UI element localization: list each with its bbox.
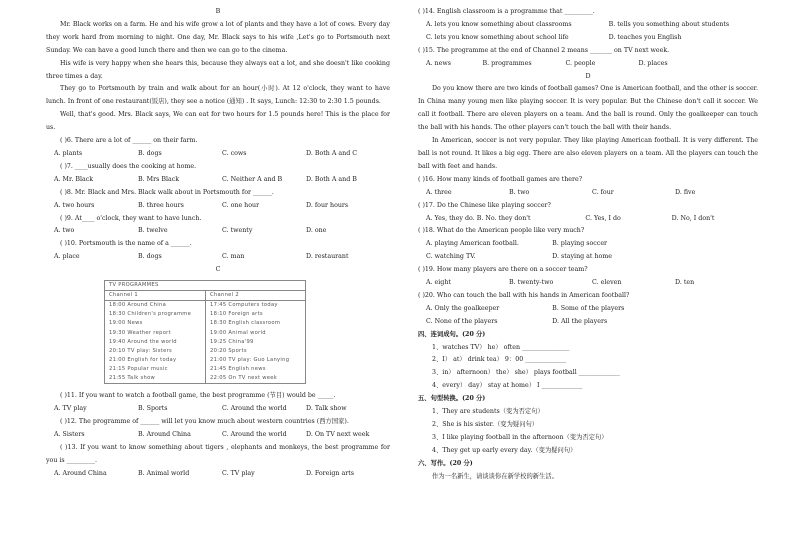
question-17-options [418, 213, 758, 226]
option-d[interactable]: D. one [306, 227, 327, 235]
schedule-row: 18:00 Around China [109, 302, 167, 309]
passage-b-paragraph-3: They go to Portsmouth by train and walk about for an hour(小时). At 12 o'clock, they want to have lunch. In front of one restaurant(饭店), they see a notice (通知) . It says, Lunch: 12:30 to 2:30 1.5 pounds. [46, 85, 390, 106]
question-10 [46, 238, 390, 264]
option-c[interactable]: C. Around the world [222, 430, 287, 438]
section-5-item: 3、I like playing football in the afternoon（变为否定句） [432, 433, 608, 441]
question-16-options [418, 187, 758, 200]
option-d[interactable]: D. five [675, 188, 696, 196]
question-14-options-row-2 [418, 32, 758, 45]
question-12 [46, 416, 390, 442]
channel-1-schedule [105, 301, 205, 383]
section-4-title: 四、连词成句。(20 分) [418, 330, 486, 338]
section-4-item: 4、every） day） stay at home） I _____________ [432, 382, 583, 390]
option-a[interactable]: A. Sisters [54, 430, 85, 438]
schedule-row: 19:00 News [109, 320, 143, 327]
option-a[interactable]: A. Around China [54, 469, 107, 477]
question-11-stem: ( )11. If you want to watch a football game, the best programme (节目) would be _____. [60, 392, 336, 400]
option-a[interactable]: A. Only the goalkeeper [426, 304, 500, 312]
question-10-stem: ( )10. Portsmouth is the name of a ______. [60, 240, 192, 248]
option-a[interactable]: A. lets you know something about classrooms [426, 20, 572, 28]
question-6-stem: ( )6. There are a lot of ______ on their farm. [60, 137, 198, 145]
question-20-options-row-1 [418, 303, 758, 316]
question-9 [46, 213, 390, 239]
question-12-options [46, 429, 390, 442]
question-17-stem: ( )17. Do the Chinese like playing soccer? [418, 201, 551, 209]
question-10-options [46, 251, 390, 264]
question-7-options [46, 174, 390, 187]
option-c[interactable]: C. people [565, 59, 596, 67]
option-b[interactable]: B. Some of the players [552, 304, 625, 312]
passage-d-paragraph-2: In American, soccer is not very popular. They like playing American football. It is very different. The ball is not round. It likes a big egg. There are also eleven players on a team. All the players can touch the ball with feet and hands. [418, 137, 758, 170]
question-8-stem: ( )8. Mr. Black and Mrs. Black walk about in Portsmouth for ______. [60, 188, 274, 196]
option-b[interactable]: B. dogs [138, 149, 162, 157]
option-d[interactable]: D. restaurant [306, 253, 349, 261]
section-6-title: 六、写作。(20 分) [418, 459, 473, 467]
question-11 [46, 390, 390, 416]
section-4-item: 3、in） afternoon） the） she） plays football _____________ [432, 369, 620, 377]
section-5-item: 4、They get up early every day.（变为疑问句） [432, 446, 577, 454]
schedule-row: 19:30 Weather report [109, 329, 171, 336]
question-15-stem: ( )15. The programme at the end of Channel 2 means _______ on TV next week. [418, 46, 670, 54]
option-b[interactable]: B. twelve [138, 227, 168, 235]
option-b[interactable]: B. tells you something about students [608, 20, 730, 28]
question-15 [418, 45, 758, 71]
question-6-options [46, 148, 390, 161]
option-c[interactable]: C. lets you know something about school life [426, 33, 569, 41]
question-8-options [46, 200, 390, 213]
question-14-stem: ( )14. English classroom is a programme that _________. [418, 8, 595, 15]
option-d[interactable]: D. Both A and C [306, 149, 358, 157]
question-18 [418, 225, 758, 264]
schedule-row: 20:10 TV play: Sisters [109, 347, 173, 354]
option-a[interactable]: A. TV play [54, 404, 87, 412]
option-c[interactable]: C. None of the players [426, 317, 498, 325]
passage-b-paragraph-4: Well, that's good. Mrs. Black says, We can eat for two hours for 1.5 pounds here! This is the place for us. [46, 111, 390, 132]
question-7-stem: ( )7. ____usually does the cooking at home. [60, 162, 197, 170]
question-12-stem: ( )12. The programme of ______ will let you know much about western countries (西方国家). [60, 417, 349, 425]
question-8 [46, 187, 390, 213]
schedule-row: 20:20 Sports [210, 347, 247, 354]
question-20-options-row-2 [418, 316, 758, 329]
question-9-stem: ( )9. At____ o'clock, they want to have lunch. [60, 214, 202, 222]
schedule-row: 21:55 Talk show [109, 374, 156, 381]
question-13-options [46, 468, 390, 481]
option-a[interactable]: A. two hours [54, 201, 95, 209]
option-d[interactable]: D. Foreign arts [306, 469, 355, 477]
tv-table-title: TV PROGRAMMES [105, 281, 305, 291]
option-c[interactable]: C. Yes, I do [585, 214, 621, 222]
schedule-row: 18:30 Children's programme [109, 311, 192, 318]
option-c[interactable]: C. man [222, 253, 245, 261]
question-18-options-row-1 [418, 238, 758, 251]
question-11-options [46, 403, 390, 416]
question-7 [46, 161, 390, 187]
section-5-title: 五、句型转换。(20 分) [418, 395, 486, 403]
passage-b-paragraph-1: Mr. Black works on a farm. He and his wife grow a lot of plants and they have a lot of cows. Every day they work hard from morning to night. One day, Mr. Black says to his wife ,Let's go to Portsmouth next Sunday. We can have a good lunch there and then we can go to the cinema. [46, 20, 390, 54]
channel-1-header: Channel 1 [109, 292, 138, 299]
option-a[interactable]: A. place [54, 253, 80, 261]
tv-channel-header-row [105, 291, 305, 301]
passage-b-paragraph-2: His wife is very happy when she hears this, because they always eat a lot, and she doesn't like cooking three times a day. [46, 59, 390, 80]
option-b[interactable]: B. playing soccer [552, 240, 608, 248]
question-14 [418, 6, 758, 45]
option-d[interactable]: D. Both A and B [306, 175, 357, 183]
option-c[interactable]: C. watching TV. [426, 253, 476, 261]
section-b-heading: B [215, 8, 221, 15]
schedule-row: 19:25 China'99 [210, 338, 254, 345]
tv-programmes-table [104, 280, 306, 384]
schedule-row: 21:00 English for today [109, 356, 177, 363]
schedule-row: 21:00 TV play: Guo Lanying [210, 356, 290, 363]
option-d[interactable]: D. Talk show [306, 404, 347, 412]
question-20 [418, 290, 758, 329]
option-d[interactable]: D. teaches you English [608, 33, 682, 41]
option-a[interactable]: A. eight [426, 279, 451, 287]
option-d[interactable]: D. No, I don't [671, 214, 715, 222]
question-19 [418, 264, 758, 290]
option-c[interactable]: C. twenty [222, 227, 253, 235]
question-19-options [418, 277, 758, 290]
tv-schedule [105, 301, 305, 383]
option-d[interactable]: D. staying at home [552, 253, 612, 261]
option-d[interactable]: D. All the players [552, 317, 608, 325]
right-column [418, 6, 758, 484]
question-13 [46, 442, 390, 481]
option-c[interactable]: C. one hour [222, 201, 260, 209]
schedule-row: 19:40 Around the world [109, 338, 177, 345]
option-c[interactable]: C. four [592, 188, 614, 196]
schedule-row: 21:45 English news [210, 365, 266, 372]
option-b[interactable]: B. Animal world [138, 469, 190, 477]
question-17 [418, 200, 758, 226]
section-6-prompt: 作为一名新生，请谈谈你在新学校的新生活。 [432, 472, 558, 480]
question-18-stem: ( )18. What do the American people like very much? [418, 227, 585, 235]
option-b[interactable]: B. twenty-two [509, 279, 554, 287]
option-d[interactable]: D. four hours [306, 201, 349, 209]
question-9-options [46, 225, 390, 238]
option-b[interactable]: B. Around China [138, 430, 191, 438]
option-c[interactable]: C. cows [222, 149, 247, 157]
question-13-stem: ( )13. If you want to know something about tigers , elephants and monkeys, the best programme for you is _________. [46, 443, 390, 464]
passage-d-paragraph-1: Do you know there are two kinds of football games? One is American football, and the other is soccer. In China many young men like playing soccer. It is very popular. But the Chinese don't call it soccer. We call it football. There are eleven players on a team. And the ball is round. Only the goalkeeper can touch the ball with his hands. The other players can't touch the ball with their hands. [418, 85, 758, 132]
option-b[interactable]: B. dogs [138, 253, 162, 261]
section-4-item: 1、watches TV） he） often _______________ [432, 343, 570, 351]
channel-2-schedule [205, 301, 305, 383]
question-16-stem: ( )16. How many kinds of football games are there? [418, 175, 583, 183]
option-d[interactable]: D. On TV next week [306, 430, 370, 438]
section-d-heading: D [585, 72, 591, 80]
schedule-row: 21:15 Popular music [109, 365, 168, 372]
option-a-b[interactable]: A. Yes, they do. B. No. they don't [426, 214, 531, 222]
schedule-row: 22:05 On TV next week [210, 374, 278, 381]
channel-2-header: Channel 2 [205, 291, 305, 300]
option-b[interactable]: B. Sports [138, 404, 168, 412]
schedule-row: 18:30 English classroom [210, 320, 281, 327]
schedule-row: 18:10 Foreign arts [210, 311, 263, 318]
option-b[interactable]: B. Mrs Black [138, 175, 180, 183]
option-a[interactable]: A. plants [54, 149, 83, 157]
schedule-row: 17:45 Computers today [210, 302, 278, 309]
option-c[interactable]: C. Neither A and B [222, 175, 283, 183]
option-a[interactable]: A. playing American football. [426, 240, 519, 248]
schedule-row: 19:00 Animal world [210, 329, 266, 336]
option-b[interactable]: B. two [509, 188, 530, 196]
option-a[interactable]: A. news [426, 59, 451, 67]
option-c[interactable]: C. eleven [592, 279, 622, 287]
question-18-options-row-2 [418, 251, 758, 264]
question-20-stem: ( )20. Who can touch the ball with his hands in American football? [418, 291, 630, 299]
left-column [46, 6, 390, 480]
option-b[interactable]: B. programmes [482, 59, 532, 67]
section-5-item: 2、She is his sister.（变为疑问句） [432, 421, 539, 428]
question-19-stem: ( )19. How many players are there on a soccer team? [418, 266, 588, 274]
option-a[interactable]: A. two [54, 227, 75, 235]
option-a[interactable]: A. Mr. Black [54, 175, 94, 183]
option-d[interactable]: D. places [638, 59, 668, 67]
option-c[interactable]: C. Around the world [222, 404, 287, 412]
option-c[interactable]: C. TV play [222, 469, 255, 477]
section-5-item: 1、They are students（变为否定句） [432, 408, 544, 416]
question-14-options-row-1 [418, 19, 758, 32]
option-d[interactable]: D. ten [675, 279, 695, 287]
option-a[interactable]: A. three [426, 188, 452, 196]
question-16 [418, 174, 758, 200]
question-15-options [418, 58, 758, 71]
section-c-heading: C [215, 266, 221, 274]
option-b[interactable]: B. three hours [138, 201, 184, 209]
question-6 [46, 135, 390, 161]
section-4-item: 2、I） at） drink tea） 9：00 _____________ [432, 356, 567, 364]
